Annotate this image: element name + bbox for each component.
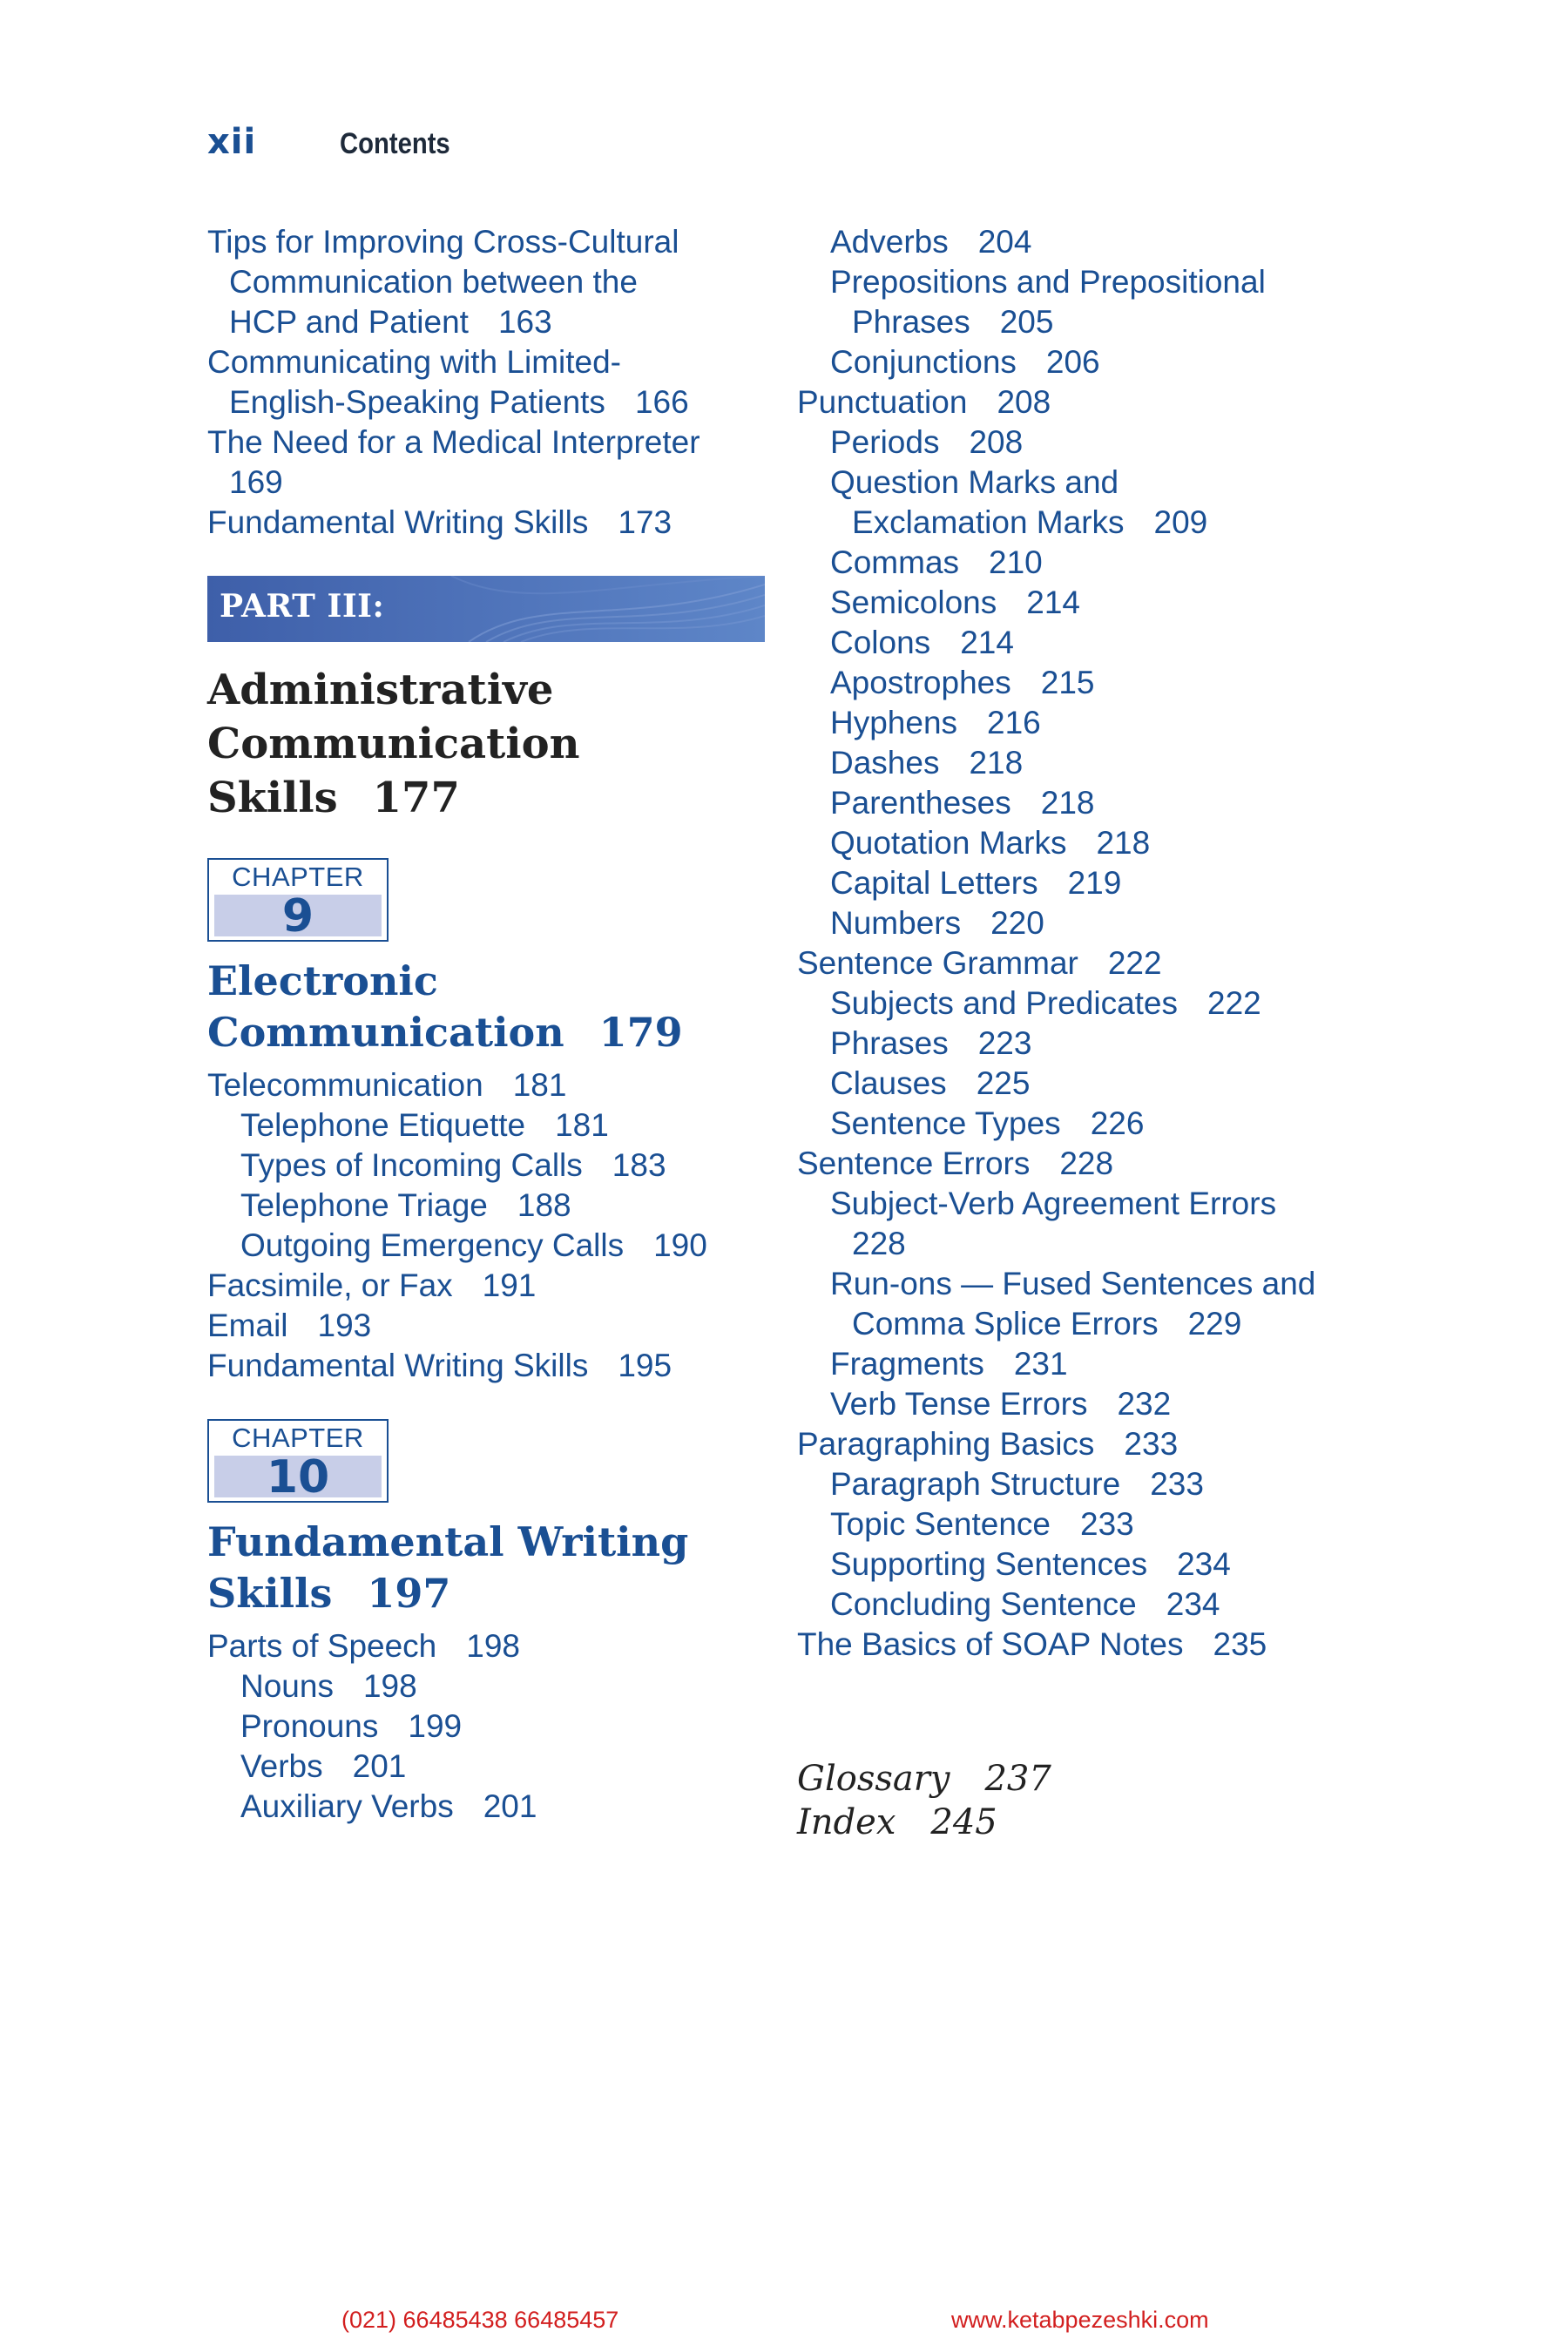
toc-entry-line [207,1226,765,1266]
toc-entry[interactable] [797,783,1407,823]
toc-entry-last-line [797,903,1407,943]
toc-page-number: 218 [969,745,1024,781]
toc-entry-last-line [797,1104,1407,1144]
chapter-number: 9 [214,895,382,936]
left-column [207,222,765,1827]
toc-entry[interactable] [207,1266,765,1306]
toc-entry-last-line [797,1064,1407,1104]
toc-entry[interactable] [797,1464,1407,1504]
toc-page-number: 163 [497,304,552,340]
toc-entry-last-line [797,663,1407,703]
toc-entry[interactable] [207,342,765,422]
toc-entry-title: Subjects and Predicates [830,985,1179,1021]
toc-entry[interactable] [797,703,1407,743]
toc-entry[interactable] [207,503,765,543]
part-title-text: Skills [207,774,338,822]
chapter-9-entries [207,1065,765,1386]
toc-entry-last-line [797,583,1407,623]
toc-entry-title: Hyphens [830,705,958,740]
toc-page-number: 198 [362,1668,417,1704]
toc-entry[interactable] [797,583,1407,623]
chapter-word: CHAPTER [232,862,364,892]
toc-entry-line: Question Marks and [830,464,1119,500]
toc-page-number: 228 [1059,1146,1114,1181]
toc-entry[interactable] [207,1226,765,1266]
part-label: PART III: [220,588,385,625]
chapter-10-badge [207,1419,389,1503]
toc-entry-title: Phrases [830,1025,949,1061]
toc-entry-title: Fragments [830,1346,984,1382]
toc-entry-title: Supporting Sentences [830,1546,1148,1582]
part-title-last-line [207,771,765,825]
toc-page-number: 233 [1150,1466,1204,1502]
toc-page-number: 204 [977,224,1032,260]
toc-entry[interactable] [207,1105,765,1146]
toc-entry[interactable] [207,1146,765,1186]
toc-entry-last-line [797,1585,1407,1625]
toc-entry[interactable] [797,1344,1407,1384]
chapter-number: 10 [214,1456,382,1497]
back-matter-entry[interactable] [797,1757,1407,1801]
toc-entry-title: Adverbs [830,224,949,260]
toc-entry-title: Pronouns [240,1708,379,1744]
toc-entry[interactable] [797,262,1407,342]
toc-page-number: 183 [612,1147,666,1183]
toc-entry[interactable] [207,1666,765,1707]
toc-page-number: 232 [1117,1386,1172,1422]
toc-page-number: 214 [960,625,1014,660]
toc-entry-last-line [207,503,765,543]
toc-entry-line [207,1666,765,1707]
toc-entry-title: Telecommunication [207,1067,483,1103]
footer-website[interactable]: www.ketabpezeshki.com [951,2307,1209,2333]
toc-page-number: 225 [976,1065,1031,1101]
toc-page-number: 201 [483,1788,537,1824]
toc-entry[interactable] [797,983,1407,1024]
toc-page-number: 228 [852,1226,906,1261]
page-number: xii [207,122,257,162]
toc-entry-title: Paragraphing Basics [797,1426,1095,1462]
toc-entry-title: Exclamation Marks [852,504,1125,540]
footer-phone: (021) 66485438 66485457 [341,2307,619,2333]
part-page-number: 177 [372,774,460,822]
toc-entry-line [207,1747,765,1787]
toc-page-number: 181 [555,1107,609,1143]
toc-entry-title: Fundamental Writing Skills [207,504,589,540]
toc-entry[interactable] [797,623,1407,663]
toc-page-number: 198 [466,1628,520,1664]
back-matter-title: Index [797,1802,896,1842]
toc-entry-last-line [797,1304,1407,1344]
toc-entry-title: Facsimile, or Fax [207,1267,453,1303]
part-banner [207,576,765,642]
toc-entry-title: Sentence Types [830,1105,1061,1141]
toc-entry-line [207,1266,765,1306]
toc-entry-last-line [797,1464,1407,1504]
toc-entry-title: Telephone Etiquette [240,1107,526,1143]
toc-entry-last-line [797,1224,1407,1264]
toc-entry-line: Tips for Improving Cross-Cultural [207,224,679,260]
toc-entry-title: Auxiliary Verbs [240,1788,454,1824]
toc-entry-title: The Basics of SOAP Notes [797,1626,1184,1662]
toc-entry-line [207,1186,765,1226]
toc-entry[interactable] [797,1585,1407,1625]
toc-entry-title: Verb Tense Errors [830,1386,1088,1422]
toc-page-number: 234 [1166,1586,1220,1622]
part-title[interactable] [207,663,765,825]
back-matter-title: Glossary [797,1759,950,1799]
toc-page-number: 234 [1177,1546,1231,1582]
toc-entry-title: Sentence Grammar [797,945,1078,981]
chapter-title-line: Electronic [207,957,438,1004]
toc-page-number: 206 [1045,344,1100,380]
toc-entry[interactable] [797,543,1407,583]
chapter-page-number: 197 [367,1570,451,1617]
toc-entry-title: Nouns [240,1668,334,1704]
toc-entry-line: Communicating with Limited- [207,344,622,380]
toc-entry[interactable] [797,463,1407,543]
toc-entry-last-line [797,222,1407,262]
toc-page-number: 218 [1096,825,1151,861]
toc-entry[interactable] [797,663,1407,703]
chapter-page-number: 179 [598,1009,683,1056]
toc-entry-last-line [797,1424,1407,1464]
toc-entry-last-line [797,743,1407,783]
toc-entry[interactable] [797,422,1407,463]
toc-entry-last-line [797,703,1407,743]
toc-entry[interactable] [797,1184,1407,1264]
toc-page-number: 233 [1124,1426,1179,1462]
toc-entry-last-line [797,823,1407,863]
toc-entry[interactable] [207,1707,765,1747]
toc-page-number: 208 [997,384,1051,420]
toc-entry-title: Capital Letters [830,865,1038,901]
toc-entry-last-line [797,1344,1407,1384]
chapter-10-entries [207,1626,765,1827]
toc-entry-title: Parentheses [830,785,1011,821]
toc-entry-last-line [797,983,1407,1024]
toc-entry[interactable] [797,1064,1407,1104]
toc-entry-title: Apostrophes [830,665,1011,700]
toc-entry-title: Fundamental Writing Skills [207,1348,589,1383]
back-matter-page: 245 [930,1802,997,1842]
toc-page-number: 173 [618,504,672,540]
toc-page-number: 219 [1067,865,1122,901]
toc-entry[interactable] [797,823,1407,863]
toc-page-number: 210 [989,544,1043,580]
toc-entry-line: Prepositions and Prepositional [830,264,1266,300]
back-matter-page: 237 [984,1759,1051,1799]
toc-page-number: 208 [969,424,1024,460]
toc-entry[interactable] [797,1424,1407,1464]
toc-entry-last-line [797,382,1407,422]
toc-entry-last-line [797,1504,1407,1544]
toc-entry-line [207,1065,765,1105]
toc-entry[interactable] [207,1787,765,1827]
toc-entry-last-line [797,1384,1407,1424]
toc-entry-title: Concluding Sentence [830,1586,1137,1622]
toc-page-number: 233 [1080,1506,1134,1542]
toc-entry[interactable] [797,1144,1407,1184]
toc-entry-title: HCP and Patient [229,304,469,340]
toc-entry-last-line [797,503,1407,543]
chapter-10-title[interactable] [207,1517,765,1619]
toc-entry-title: Numbers [830,905,962,941]
toc-page-number: 229 [1187,1306,1242,1342]
toc-page-number: 190 [653,1227,707,1263]
toc-entry-title: Topic Sentence [830,1506,1051,1542]
page-label: Contents [340,127,450,160]
chapter-9-title[interactable] [207,956,765,1058]
toc-page-number: 215 [1040,665,1095,700]
toc-entry[interactable] [207,1626,765,1666]
chapter-title-text: Communication [207,1009,564,1056]
toc-entry[interactable] [797,1104,1407,1144]
chapter-title-last-line [207,1007,765,1058]
toc-page-number: 222 [1107,945,1162,981]
toc-entry-line [207,1105,765,1146]
toc-entry-last-line [797,863,1407,903]
toc-entry-last-line [797,422,1407,463]
toc-entry[interactable] [797,863,1407,903]
toc-entry-title: Verbs [240,1748,323,1784]
toc-entry-line: Subject-Verb Agreement Errors [830,1186,1277,1221]
toc-entry-line [207,1346,765,1386]
toc-entry[interactable] [797,943,1407,983]
toc-entry-title: English-Speaking Patients [229,384,605,420]
toc-entry[interactable] [207,422,765,503]
toc-entry-title: Comma Splice Errors [852,1306,1159,1342]
toc-page-number: 201 [352,1748,407,1784]
toc-page-number: 199 [408,1708,463,1744]
toc-entry-line [207,1306,765,1346]
toc-page-number: 195 [618,1348,672,1383]
toc-entry[interactable] [797,1384,1407,1424]
toc-entry-title: Telephone Triage [240,1187,488,1223]
chapter-word: CHAPTER [232,1423,364,1453]
toc-entry[interactable] [797,222,1407,262]
toc-page-number: 231 [1013,1346,1068,1382]
toc-entry-last-line [207,302,765,342]
toc-entry-title: Conjunctions [830,344,1017,380]
toc-page-number: 191 [482,1267,537,1303]
toc-entry-title: Semicolons [830,585,997,620]
toc-entry-last-line [207,382,765,422]
toc-page-number: 169 [229,464,283,500]
toc-entry-title: Outgoing Emergency Calls [240,1227,625,1263]
toc-entry-title: Dashes [830,745,940,781]
toc-page-number: 181 [512,1067,567,1103]
toc-page-number: 214 [1026,585,1080,620]
chapter-title-line: Fundamental Writing [207,1518,689,1565]
toc-entry-line [207,1146,765,1186]
toc-entry-title: Types of Incoming Calls [240,1147,583,1183]
chapter-9-badge [207,858,389,942]
toc-entry-title: Parts of Speech [207,1628,437,1664]
toc-page-number: 235 [1213,1626,1267,1662]
toc-entry-title: Punctuation [797,384,968,420]
toc-entry-line: Run-ons — Fused Sentences and [830,1266,1316,1301]
toc-page-number: 209 [1153,504,1208,540]
toc-entry[interactable] [797,342,1407,382]
toc-entry[interactable] [207,222,765,342]
back-matter [797,1757,1407,1844]
toc-entry-last-line [797,342,1407,382]
toc-page-number: 205 [999,304,1054,340]
toc-entry-last-line [797,543,1407,583]
toc-entry[interactable] [797,903,1407,943]
toc-page-number: 220 [990,905,1044,941]
toc-entry-last-line [797,943,1407,983]
toc-entry[interactable] [797,1544,1407,1585]
right-column [797,222,1407,1844]
toc-entry-title: Commas [830,544,960,580]
toc-page-number: 188 [517,1187,571,1223]
toc-entry-last-line [797,1625,1407,1665]
toc-entry-title: Phrases [852,304,970,340]
toc-page-number: 226 [1090,1105,1145,1141]
chapter-title-text: Skills [207,1570,333,1617]
toc-entry-title: Periods [830,424,940,460]
toc-entry[interactable] [797,1504,1407,1544]
toc-entry-line: Communication between the [229,264,638,300]
toc-page-number: 216 [987,705,1041,740]
toc-page-number: 222 [1207,985,1261,1021]
toc-entry-last-line [797,1144,1407,1184]
toc-entry[interactable] [207,1065,765,1105]
toc-entry-line [207,1626,765,1666]
toc-entry-last-line [797,783,1407,823]
toc-entry-line [207,1787,765,1827]
back-matter-entry[interactable] [797,1801,1407,1844]
toc-entry-last-line [797,623,1407,663]
part-title-line: Administrative [207,666,554,714]
right-column-entries [797,222,1407,1665]
toc-entry-title: Sentence Errors [797,1146,1031,1181]
toc-entry[interactable] [207,1186,765,1226]
toc-entry-last-line [797,1024,1407,1064]
toc-entry-last-line [797,302,1407,342]
toc-page-number: 193 [317,1308,372,1343]
toc-entry-title: Clauses [830,1065,947,1101]
toc-entry-line [207,1707,765,1747]
toc-entry[interactable] [797,1264,1407,1344]
toc-entry-title: Email [207,1308,288,1343]
toc-entry[interactable] [207,1306,765,1346]
toc-page-number: 223 [977,1025,1032,1061]
toc-entry-title: Quotation Marks [830,825,1067,861]
toc-entry-line: The Need for a Medical Interpreter [207,424,700,460]
toc-entry-last-line [797,1544,1407,1585]
part-title-line: Communication [207,720,580,768]
toc-entry[interactable] [797,1024,1407,1064]
toc-page-number: 218 [1040,785,1095,821]
toc-entry[interactable] [797,743,1407,783]
toc-entry[interactable] [207,1747,765,1787]
chapter-title-last-line [207,1568,765,1619]
toc-entry[interactable] [797,1625,1407,1665]
toc-entry[interactable] [207,1346,765,1386]
toc-entry-title: Paragraph Structure [830,1466,1121,1502]
toc-entry[interactable] [797,382,1407,422]
toc-page-number: 166 [634,384,689,420]
toc-entry-title: Colons [830,625,931,660]
